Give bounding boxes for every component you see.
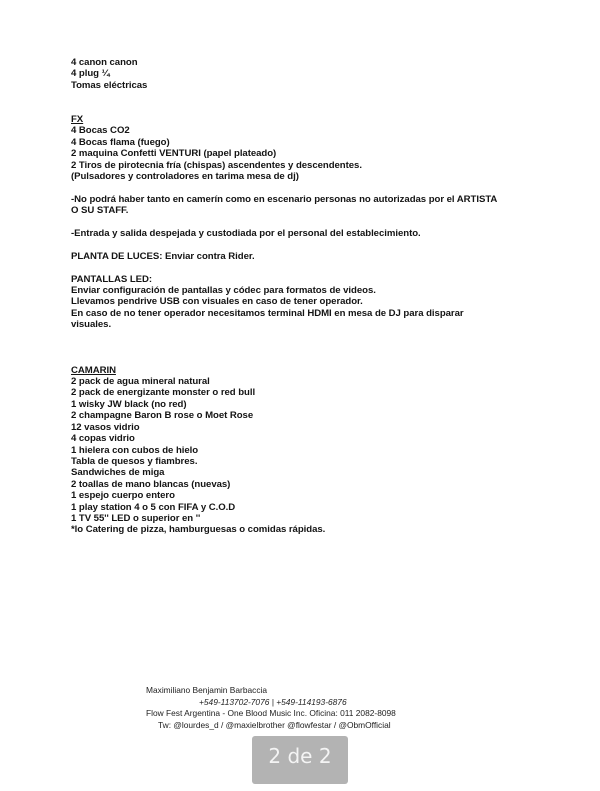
fx-item: 2 maquina Confetti VENTURI (papel plateado) — [71, 148, 277, 160]
contact-footer — [146, 685, 476, 731]
footer-name: Maximiliano Benjamin Barbaccia — [146, 685, 268, 695]
equipment-line: 4 canon canon — [71, 57, 138, 68]
camarin-item: 2 champagne Baron B rose o Moet Rose — [71, 410, 254, 422]
camarin-item: 4 copas vidrio — [71, 433, 135, 445]
camarin-item: 12 vasos vidrio — [71, 421, 140, 433]
equipment-line: Tomas eléctricas — [71, 79, 148, 91]
notice-unauthorized-cont: O SU STAFF. — [71, 205, 129, 217]
camarin-item: Sandwiches de miga — [71, 467, 165, 479]
fx-item: 2 Tiros de pirotecnia fría (chispas) ascendentes y descendentes. — [71, 159, 362, 171]
pantallas-line: Enviar configuración de pantallas y códec para formatos de videos. — [71, 285, 376, 297]
camarin-item: 2 pack de energizante monster o red bull — [71, 387, 256, 399]
pantallas-line: En caso de no tener operador necesitamos terminal HDMI en mesa de DJ para disparar — [71, 307, 464, 319]
camarin-item: 2 toallas de mano blancas (nuevas) — [71, 478, 231, 490]
camarin-item: Tabla de quesos y fiambres. — [71, 455, 198, 467]
camarin-item: 1 play station 4 o 5 con FIFA y C.O.D — [71, 501, 236, 513]
fx-heading: FX — [71, 114, 84, 126]
rider-document — [71, 57, 571, 536]
camarin-item: 2 pack de agua mineral natural — [71, 376, 210, 388]
footer-twitter: Tw: @lourdes_d / @maxielbrother @flowfestar / @ObmOfficial — [158, 719, 391, 730]
camarin-item: 1 TV 55'' LED o superior en '' — [71, 512, 201, 524]
notice-unauthorized: -No podrá haber tanto en camerín como en escenario personas no autorizadas por el ARTISTA — [71, 193, 498, 205]
camarin-item: 1 espejo cuerpo entero — [71, 490, 175, 502]
pantallas-line: Llevamos pendrive USB con visuales en caso de tener operador. — [71, 296, 363, 308]
camarin-item: *lo Catering de pizza, hamburguesas o comidas rápidas. — [71, 524, 326, 536]
planta-de-luces: PLANTA DE LUCES: Enviar contra Rider. — [71, 250, 255, 262]
page-indicator: 2 de 2 — [252, 736, 348, 784]
pantallas-line: visuales. — [71, 319, 112, 331]
pantallas-heading: PANTALLAS LED: — [71, 273, 153, 285]
notice-entrance: -Entrada y salida despejada y custodiada por el personal del establecimiento. — [71, 228, 421, 240]
fx-item: 4 Bocas flama (fuego) — [71, 136, 170, 148]
footer-org: Flow Fest Argentina - One Blood Music Inc. Oficina: 011 2082-8098 — [146, 708, 396, 718]
footer-phones: +549-113702-7076 | +549-114193-6876 — [199, 696, 347, 707]
camarin-heading: CAMARIN — [71, 364, 116, 376]
camarin-item: 1 wisky JW black (no red) — [71, 398, 187, 410]
fx-item: (Pulsadores y controladores en tarima mesa de dj) — [71, 171, 299, 183]
camarin-item: 1 hielera con cubos de hielo — [71, 444, 199, 456]
equipment-line: 4 plug ¼ — [71, 68, 110, 80]
fx-item: 4 Bocas CO2 — [71, 125, 130, 137]
